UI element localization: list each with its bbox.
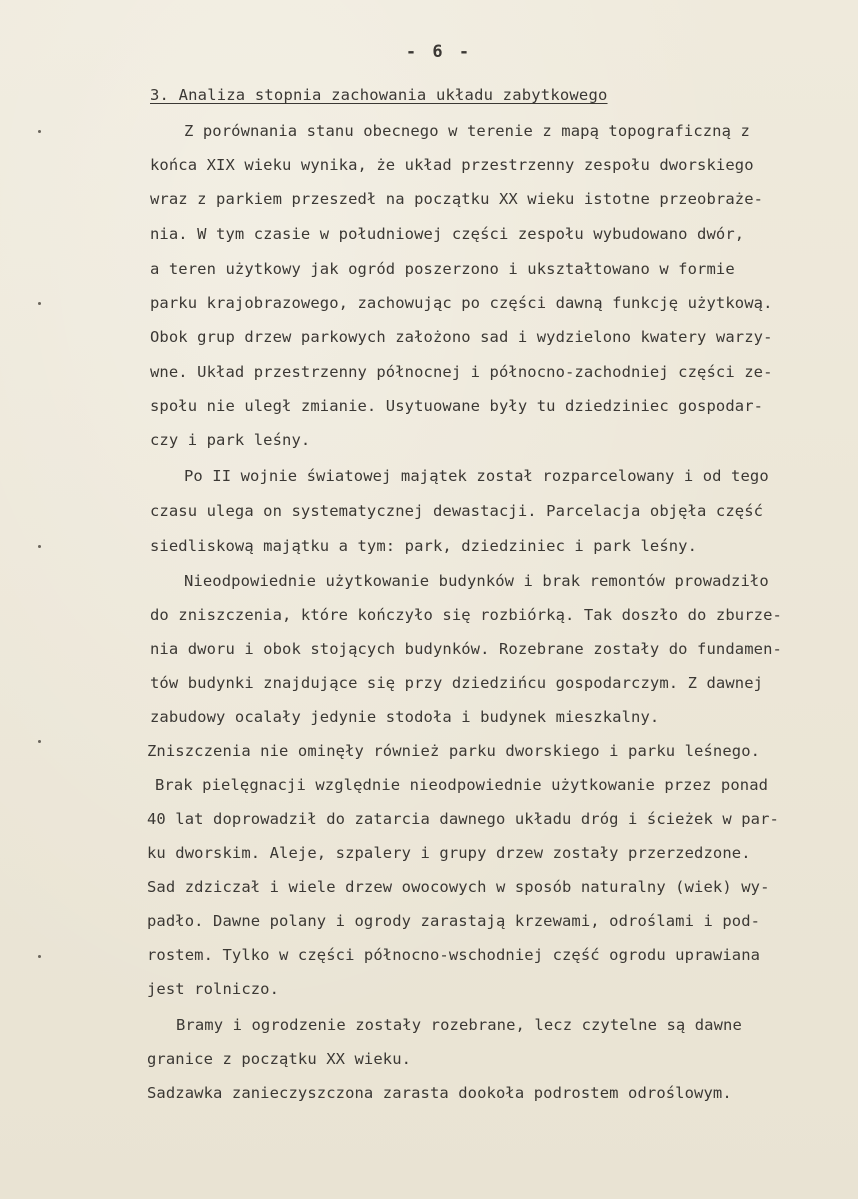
punch-hole-mark xyxy=(38,545,41,548)
punch-hole-mark xyxy=(38,955,41,958)
punch-hole-mark xyxy=(38,130,41,133)
text-line: końca XIX wieku wynika, że układ przestrzenny zespołu dworskiego xyxy=(150,156,754,174)
text-line: Zniszczenia nie ominęły również parku dworskiego i parku leśnego. xyxy=(147,742,761,760)
text-line: ku dworskim. Aleje, szpalery i grupy drzew zostały przerzedzone. xyxy=(147,844,751,862)
text-line: Obok grup drzew parkowych założono sad i wydzielono kwatery warzy- xyxy=(150,328,773,346)
text-line: 40 lat doprowadził do zatarcia dawnego układu dróg i ścieżek w par- xyxy=(147,810,779,828)
text-line: a teren użytkowy jak ogród poszerzono i ukształtowano w formie xyxy=(150,260,735,278)
text-line: rostem. Tylko w części północno-wschodniej część ogrodu uprawiana xyxy=(147,946,761,964)
section-heading: 3. Analiza stopnia zachowania układu zabytkowego xyxy=(150,86,608,104)
text-line: społu nie uległ zmianie. Usytuowane były tu dziedziniec gospodar- xyxy=(150,397,764,415)
text-line: wraz z parkiem przeszedł na początku XX wieku istotne przeobraże- xyxy=(150,190,764,208)
text-line: nia dworu i obok stojących budynków. Rozebrane zostały do fundamen- xyxy=(150,640,782,658)
text-line: granice z początku XX wieku. xyxy=(147,1050,412,1068)
text-line: Po II wojnie światowej majątek został rozparcelowany i od tego xyxy=(184,467,769,485)
text-line: do zniszczenia, które kończyło się rozbiórką. Tak doszło do zburze- xyxy=(150,606,782,624)
text-line: siedliskową majątku a tym: park, dziedziniec i park leśny. xyxy=(150,537,698,555)
text-line: Nieodpowiednie użytkowanie budynków i brak remontów prowadziło xyxy=(184,572,769,590)
text-line: wne. Układ przestrzenny północnej i północno-zachodniej części ze- xyxy=(150,363,773,381)
text-line: czasu ulega on systematycznej dewastacji. Parcelacja objęła część xyxy=(150,502,764,520)
punch-hole-mark xyxy=(38,302,41,305)
text-line: Sadzawka zanieczyszczona zarasta dookoła podrostem odroślowym. xyxy=(147,1084,732,1102)
text-line: nia. W tym czasie w południowej części zespołu wybudowano dwór, xyxy=(150,225,745,243)
text-line: parku krajobrazowego, zachowując po części dawną funkcję użytkową. xyxy=(150,294,773,312)
text-line: padło. Dawne polany i ogrody zarastają krzewami, odroślami i pod- xyxy=(147,912,761,930)
text-line: jest rolniczo. xyxy=(147,980,280,998)
text-line: Z porównania stanu obecnego w terenie z mapą topograficzną z xyxy=(184,122,750,140)
text-line: zabudowy ocalały jedynie stodoła i budynek mieszkalny. xyxy=(150,708,660,726)
text-line: Sad zdziczał i wiele drzew owocowych w sposób naturalny (wiek) wy- xyxy=(147,878,770,896)
punch-hole-mark xyxy=(38,740,41,743)
text-line: Brak pielęgnacji względnie nieodpowiednie użytkowanie przez ponad xyxy=(155,776,769,794)
text-line: Bramy i ogrodzenie zostały rozebrane, lecz czytelne są dawne xyxy=(176,1016,742,1034)
text-line: tów budynki znajdujące się przy dziedzińcu gospodarczym. Z dawnej xyxy=(150,674,764,692)
page-number: - 6 - xyxy=(405,42,473,62)
text-line: czy i park leśny. xyxy=(150,431,311,449)
